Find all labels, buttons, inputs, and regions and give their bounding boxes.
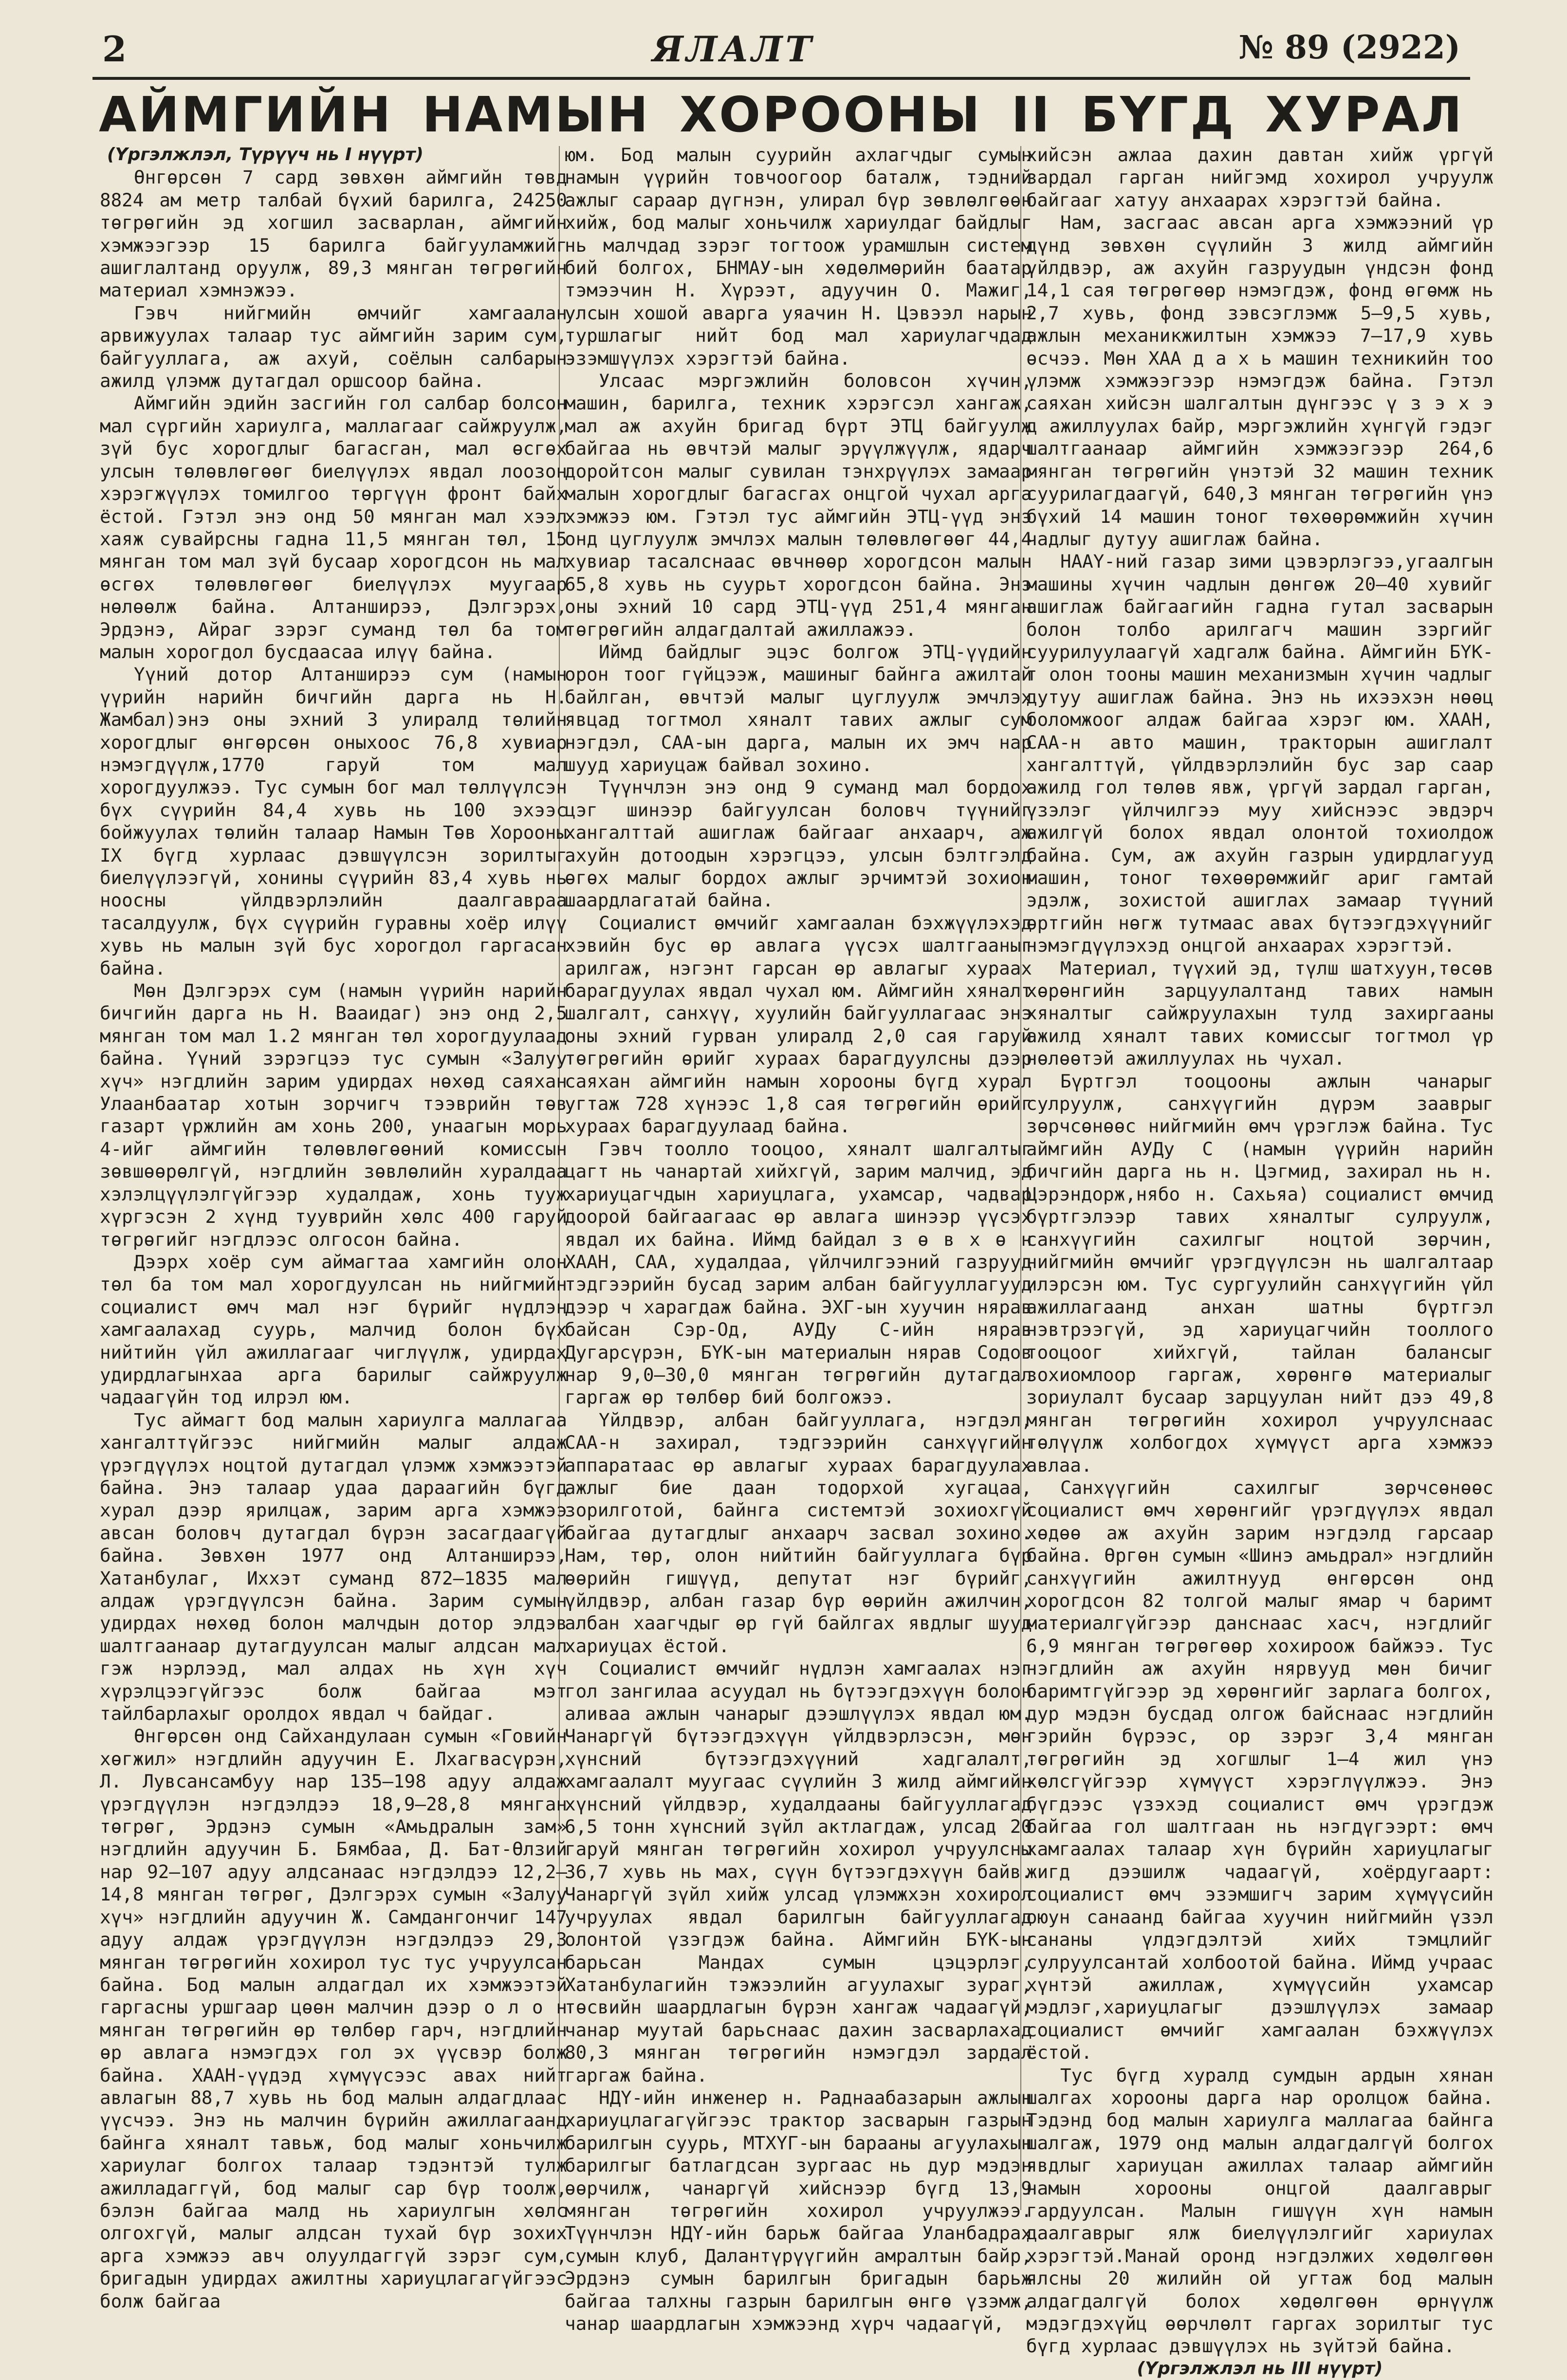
paragraph: Улсаас мэргэжлийн боловсон хүчин, машин, барилга, техник хэрэгсэл хангаж, мал аж ахуйн бригад бүрт ЭТЦ байгуулж байгаа нь өвчтэй малыг эрүүлжүүлж, ядарч доройтсон малыг сувилан тэнхрүүлэх замаар малын хорогдлыг багасгах онцгой чухал арга хэмжээ юм. Гэтэл тус аймгийн ЭТЦ-үүд энэ онд цуглуулж эмчлэх малын төлөвлөгөөг 44,4 хувиар тасалснаас өвчнөөр хорогдсон малын 65,8 хувь нь суурьт хорогдсон байна. Энэ оны эхний 10 сард ЭТЦ-үүд 251,4 мянган төгрөгийн алдагдалтай ажиллажээ. (565, 370, 1032, 640)
paragraph: Өнгөрсөн онд Сайхандулаан сумын «Говийн хөгжил» нэгдлийн адуучин Е. Лхагвасүрэн, Л. Лувсансамбуу нар 135—198 адуу алдаж үрэгдүүлэн нэгдэлдээ 18,9—28,8 мянган төгрөг, Эрдэнэ сумын «Амьдралын зам» нэгдлийн адуучин Б. Бямбаа, Д. Бат-Өлзий нар 92—107 адуу алдсанаас нэгдэлдээ 12,2—14,8 мянган төгрөг, Дэлгэрэх сумын «Залуу хүч» нэгдлийн адуучин Ж. Самдангончиг 147 адуу алдаж үрэгдүүлэн нэгдэлдээ 29,3 мянган төгрөгийн хохирол тус тус учруулсан байна. Бод малын алдагдал их хэмжээтэй гаргасны уршгаар цөөн малчин дээр о л о н мянган төгрөгийн өр төлбөр гарч, нэгдлийн өр авлага нэмэгдэх гол эх үүсвэр болж байна. ХААН-үүдэд хүмүүсээс авах нийт авлагын 88,7 хувь нь бод малын алдагдлаас үүсчээ. Энэ нь малчин бүрийн ажиллагаанд байнга хяналт тавьж, бод малыг хоньчилж хариулаг болгох талаар тэдэнтэй тулж ажилладаггүй, бод малыг сар бүр тоолж, бэлэн байгаа малд нь хариулгын хөлс олгохгүй, малыг алдсан тухай бүр зохих арга хэмжээ авч олуулдаггүй зэрэг сум, бригадын удирдах ажилтны хариуцлагагүйгээс болж байгаа (100, 1725, 567, 2312)
masthead-rule (92, 77, 1470, 80)
paragraph: Материал, түүхий эд, түлш шатхуун,төсөв хөрөнгийн зарцуулалтанд тавих намын хяналтыг сайжруулахын тулд захиргааны ажилд хяналт тавих комиссыг тогтмол үр нөлөөтэй ажиллуулах нь чухал. (1026, 957, 1493, 1070)
paragraph: хийсэн ажлаа дахин давтан хийж үргүй зардал гарган нийгэмд хохирол учруулж байгааг хатуу анхаарах хэрэгтэй байна. (1026, 144, 1493, 211)
masthead (92, 28, 1470, 77)
paragraph: Нам, засгаас авсан арга хэмжээний үр дүнд зөвхөн сүүлийн 3 жилд аймгийн үйлдвэр, аж ахуйн газруудын үндсэн фонд 14,1 сая төгрөгөөр нэмэгдэж, фонд өгөмж нь 2,7 хувь, фонд зэвсэглэмж 5—9,5 хувь, ажлын механикжилтын хэмжээ 7—17,9 хувь өсчээ. Мөн ХАА д а х ь машин техникийн тоо үлэмж хэмжээгээр нэмэгдэж байна. Гэтэл саяхан хийсэн шалгалтын дүнгээс ү з э х э д ажиллуулах байр, мэргэжлийн хүнгүй гэдэг шалтгаанаар аймгийн хэмжээгээр 264,6 мянган төгрөгийн үнэтэй 32 машин техник суурилагдаагүй, 640,3 мянган төгрөгийн үнэ бүхий 14 машин тоног төхөөрөмжийн хүчин чадлыг дутуу ашиглаж байна. (1026, 212, 1493, 550)
paragraph: Санхүүгийн сахилгыг зөрчсөнөөс социалист өмч хөрөнгийг үрэгдүүлэх явдал хөдөө аж ахуйн зарим нэгдэлд гарсаар байна. Өргөн сумын «Шинэ амьдрал» нэгдлийн санхүүгийн ажилтнууд өнгөрсөн онд хорогдсон 82 толгой малыг ямар ч баримт материалгүйгээр данснаас хасч, нэгдлийг 6,9 мянган төгрөгөөр хохироож байжээ. Тус нэгдлийн аж ахуйн нярвууд мөн бичиг баримтгүйгээр эд хөрөнгийг зарлага болгох, дур мэдэн бусдад олгож байснаас нэгдлийн гэрийн бүрээс, ор зэрэг 3,4 мянган төгрөгийн эд хогшлыг 1—4 жил үнэ хөлсгүйгээр хүмүүст хэрэглүүлжээ. Энэ бүгдээс үзэхэд социалист өмч үрэгдэж байгаа гол шалтгаан нь нэгдүгээрт: өмч хамгаалах талаар хүн бүрийн хариуцлагыг жигд дээшилж чадаагүй, хоёрдугаарт: социалист өмч эзэмшигч зарим хүмүүсийн оюун санаанд байгаа хуучин нийгмийн үзэл сананы үлдэгдэлтэй хийх тэмцлийг сулруулсантай холбоотой байна. Иймд учраас хүнтэй ажиллаж, хүмүүсийн ухамсар мэдлэг,хариуцлагыг дээшлүүлэх замаар социалист өмчийг хамгаалан бэхжүүлэх ёстой. (1026, 1476, 1493, 2064)
paragraph: Үүний дотор Алтанширээ сум (намын үүрийн нарийн бичгийн дарга нь Н. Жамбал)энэ оны эхний 3 улиралд төлийн хорогдлыг өнгөрсөн оныхоос 76,8 хувиар нэмэгдүүлж,1770 гаруй том мал хорогдуулжээ. Тус сумын бог мал төллүүлсэн бүх сүүрийн 84,4 хувь нь 100 эхээс бойжуулах төлийн талаар Намын Төв Хорооны IX бүгд хурлаас дэвшүүлсэн зорилтыг биелүүлээгүй, хонины сүүрийн 83,4 хувь нь ноосны үйлдвэрлэлийн даалгавраа тасалдуулж, бүх сүүрийн гуравны хоёр илүү хувь нь малын зүй бус хорогдол гаргасан байна. (100, 664, 567, 979)
paragraph: Бүртгэл тооцооны ажлын чанарыг сулруулж, санхүүгийн дүрэм зааврыг зөрчсөнөөс нийгмийн өмч үрэглэж байна. Тус аймгийн АУДу С (намын үүрийн нарийн бичгийн дарга нь н. Цэгмид, захирал нь н. Цэрэндорж,нябо н. Сахьяа) социалист өмчид бүртгэлээр тавих хяналтыг сулруулж, санхүүгийн сахилгыг ноцтой зөрчин, нийгмийн өмчийг үрэгдүүлсэн нь шалгалтаар илэрсэн юм. Тус сургуулийн санхүүгийн үйл ажиллагаанд анхан шатны бүртгэл нэвтрээгүй, эд хариуцагчийн тооллого тооцоог хийхгүй, тайлан балансыг зохиомлоор гаргаж, хөрөнгө материалыг зориулалт бусаар зарцуулан нийт дээ 49,8 мянган төгрөгийн хохирол учруулснаас төлүүлж холбогдох хүмүүст арга хэмжээ авлаа. (1026, 1070, 1493, 1476)
article-column-3 (1026, 144, 1493, 2379)
continued-from-note: (Үргэлжлэл, Түрүүч нь I нүүрт) (107, 145, 424, 165)
article-column-2 (565, 144, 1032, 2334)
paragraph: Мөн Дэлгэрэх сум (намын үүрийн нарийн бичгийн дарга нь Н. Вааидаг) энэ онд 2,5 мянган том мал 1.2 мянган төл хорогдуулаад байна. Үүний зэрэгцээ тус сумын «Залуу хүч» нэгдлийн зарим удирдах нөхөд саяхан Улаанбаатар хотын зорчигч тээврийн төв газарт үржлийн ам хонь 200, унаагын морь 4-ийг аймгийн төлөвлөгөөний комиссын зөвшөөрөлгүй, нэгдлийн зөвлөлийн хуралдаа хэлэлцүүлэлгүйгээр худалдаж, хонь тууж хүргэсэн 2 хүнд тууврийн хөлс 400 гаруй төгрөгийг нэгдлээс олгосон байна. (100, 980, 567, 1250)
paragraph: юм. Бод малын суурийн ахлагчдыг сумын намын үүрийн товчоогоор баталж, тэдний ажлыг сараар дүгнэн, улирал бүр зөвлөлгөөн хийж, бод малыг хоньчилж хариулдаг байдлыг нь малчдад зэрэг тогтоож урамшлын систем бий болгох, БНМАУ-ын хөдөлмөрийн баатар тэмээчин Н. Хүрээт, адуучин О. Мажиг, улсын хошой аварга уяачин Н. Цэвээл нарын туршлагыг нийт бод мал хариулагчдад эзэмшүүлэх хэрэгтэй байна. (565, 144, 1032, 369)
page-number: 2 (102, 28, 127, 70)
paragraph: Аймгийн эдийн засгийн гол салбар болсон мал сүргийн хариулга, маллагааг сайжруулж, зүй бус хорогдлыг багасган, мал өсгөх улсын төлөвлөгөөг биелүүлэх явдал лоозон хэрэгжүүлэх томилгоо төргүүн фронт байх ёстой. Гэтэл энэ онд 50 мянган мал хээл хаяж сувайрсны гадна 11,5 мянган төл, 15 мянган том мал зүй бусаар хорогдсон нь мал өсгөх төлөвлөгөөг биелүүлэх муугаар нөлөөлж байна. Алтанширээ, Дэлгэрэх, Эрдэнэ, Айраг зэрэг суманд төл ба том малын хорогдол бусдаасаа илүү байна. (100, 392, 567, 663)
paragraph: Гэвч тоолло тооцоо, хяналт шалгалтыг цагт нь чанартай хийхгүй, зарим малчид, эд хариуцагчдын хариуцлага, ухамсар, чадвар доорой байгаагаас өр авлага шинээр үүсэх явдал их байна. Иймд байдал з ө в х ө н ХААН, САА, худалдаа, үйлчилгээний газрууд тэдгээрийн бусад зарим албан байгууллагууд дээр ч харагдаж байна. ЭХГ-ын хуучин нярав байсан Сэр-Од, АУДу С-ийн нярав Дугарсүрэн, БҮК-ын материалын нярав Содов нар 9,0—30,0 мянган төгрөгийн дутагдал гаргаж өр төлбөр бий болгожээ. (565, 1138, 1032, 1408)
paragraph: Түүнчлэн энэ онд 9 суманд мал бордох цэг шинээр байгуулсан боловч түүнийг хангалттай ашиглаж байгааг анхаарч, аж ахуйн дотоодын хэрэгцээ, улсын бэлтгэлд өгөх малыг бордох ажлыг эрчимтэй зохион шаардлагатай байна. (565, 776, 1032, 911)
paragraph: Социалист өмчийг нүдлэн хамгаалах нэг гол зангилаа асуудал нь бүтээгдэхүүн болон аливаа ажлын чанарыг дээшлүүлэх явдал юм. Чанаргүй бүтээгдэхүүн үйлдвэрлэсэн, мөн хүнсний бүтээгдэхүүний хадгалалт, хамгаалалт муугаас сүүлийн 3 жилд аймгийн хүнсний үйлдвэр, худалдааны байгууллагад 6,5 тонн хүнсний зүйл актлагдаж, улсад 20 гаруй мянган төгрөгийн хохирол учруулсны 36,7 хувь нь мах, сүүн бүтээгдэхүүн байв. Чанаргүй зүйл хийж улсад үлэмжхэн хохирол учруулах явдал барилгын байгууллагад олонтой үзэгдэж байна. Аймгийн БҮК-ын барьсан Мандах сумын цэцэрлэг, Хатанбулагийн тэжээлийн агуулахыг зураг, төсвийн шаардлагын бүрэн хангаж чадаагүй, чанар муутай барьснаас дахин засварлахад 80,3 мянган төгрөгийн нэмэгдэл зардал гаргаж байна. (565, 1658, 1032, 2086)
paragraph: Үйлдвэр, албан байгууллага, нэгдэл, САА-н захирал, тэдгээрийн санхүүгийн аппаратаас өр авлагыг хураах барагдуулах ажлыг бие даан тодорхой хугацаа, зорилготой, байнга системтэй зохиохгүй байгаа дутагдлыг анхаарч засвал зохино. Нам, төр, олон нийтийн байгууллага бүр өөрийн гишүүд, депутат нэг бүрийг, үйлдвэр, албан газар бүр өөрийн ажилчин, албан хаагчдыг өр гүй байлгах явдлыг шууд хариуцах ёстой. (565, 1409, 1032, 1657)
paragraph: Социалист өмчийг хамгаалан бэхжүүлэхэд хэвийн бус өр авлага үүсэх шалтгааныг арилгаж, нэгэнт гарсан өр авлагыг хураах барагдуулах явдал чухал юм. Аймгийн хяналт шалгалт, санхүү, хуулийн байгууллагаас энэ оны эхний гурван улиралд 2,0 сая гаруй төгрөгийн өрийг хураах барагдуулсны дээр саяхан аймгийн намын хорооны бүгд хурал угтаж 728 хүнээс 1,8 сая төгрөгийн өрийг хураах барагдуулаад байна. (565, 912, 1032, 1137)
continued-to-note: (Үргэлжлэл нь III нүүрт) (1137, 2358, 1383, 2379)
newspaper-name: ЯЛАЛТ (652, 28, 815, 70)
issue-number: № 89 (2922) (1238, 28, 1460, 66)
paragraph: Тус бүгд хуралд сумдын ардын хянан шалгах хорооны дарга нар оролцож байна. Тэдэнд бод малын хариулга маллагаа байнга шалгаж, 1979 онд малын алдагдалгүй болгох явдлыг хариуцан ажиллах талаар аймгийн намын хорооны онцгой даалгаврыг гардуулсан. Малын гишүүн хүн намын даалгаврыг ялж биелүүлэлгийг хариулах хэрэгтэй.Манай оронд нэгдэлжих хөдөлгөөн ялсны 20 жилийн ой угтаж бод малын алдагдалгүй болох хөдөлгөөн өрнүүлж мэдэгдэхүйц өөрчлөлт гаргах зорилтыг тус бүгд хурлаас дэвшүүлэх нь зүйтэй байна. (1026, 2064, 1493, 2357)
paragraph: Тус аймагт бод малын хариулга маллагаа хангалттүйгээс нийгмийн малыг алдаж үрэгдүүлэх ноцтой дутагдал үлэмж хэмжээтэй байна. Энэ талаар удаа дараагийн бүгд хурал дээр ярилцаж, зарим арга хэмжээ авсан боловч дутагдал бүрэн засагдаагүй байна. Зөвхөн 1977 онд Алтанширээ, Хатанбулаг, Иххэт суманд 872—1835 мал алдаж үрэгдүүлсэн байна. Зарим сумын удирдах нөхөд болон малчдын дотор элдэв шалтгаанаар дутагдуулсан малыг алдсан мал гэж нэрлээд, мал алдах нь хүн хүч хүрэлцээгүйгээс болж байгаа мэт тайлбарлахыг оролдох явдал ч байдаг. (100, 1409, 567, 1725)
paragraph: Дээрх хоёр сум аймагтаа хамгийн олон төл ба том мал хорогдуулсан нь нийгмийн социалист өмч мал нэг бүрийг нүдлэн хамгаалахад суурь, малчид болон бүх нийтийн үйл ажиллагааг чиглүүлж, удирдах удирдлагынхаа арга барилыг сайжруулж чадаагүйн тод илрэл юм. (100, 1251, 567, 1408)
article-column-1 (100, 144, 567, 2312)
headline: АЙМГИЙН НАМЫН ХОРООНЫ II БҮГД ХУРАЛ (99, 86, 1464, 143)
paragraph: Гэвч нийгмийн өмчийг хамгаалан арвижуулах талаар тус аймгийн зарим сум, байгууллага, аж ахуй, соёлын салбарын ажилд үлэмж дутагдал оршсоор байна. (100, 302, 567, 392)
paragraph: НААҮ-ний газар зими цэвэрлэгээ,угаалгын машины хүчин чадлын дөнгөж 20—40 хувийг ашиглаж байгаагийн гадна гутал засварын болон толбо арилгагч машин зэргийг суурилуулаагүй хадгалж байна. Аймгийн БҮК-т олон тооны машин механизмын хүчин чадлыг дутуу ашиглаж байна. Энэ нь ихээхэн нөөц боломжоог алдаж байгаа хэрэг юм. ХААН, САА-н авто машин, тракторын ашиглалт хангалттүй, үйлдвэрлэлийн бус зар саар ажилд гол төлөв явж, үргүй зардал гарган, үзэлэг үйлчилгээ муу хийснээс эвдэрч ажилгүй болох явдал олонтой тохиолдож байна. Сум, аж ахуйн газрын удирдлагууд машин, тоног төхөөрөмжийг ариг гамтай эдэлж, зохистой ашиглах замаар түүний өртгийн нөгж тутмаас авах бүтээгдэхүүнийг нэмэгдүүлэхэд онцгой анхаарах хэрэгтэй. (1026, 551, 1493, 957)
paragraph: НДҮ-ийн инженер н. Раднаабазарын ажлын хариуцлагагүйгээс трактор засварын газрын барилгын суурь, МТХҮГ-ын барааны агуулахын барилгыг батлагдсан зургаас нь дур мэдэн өөрчилж, чанаргүй хийснээр бүгд 13,9 мянган төгрөгийн хохирол учруулжээ. Түүнчлэн НДҮ-ийн барьж байгаа Уланбадрах сумын клуб, Далантүрүүгийн амралтын байр, Эрдэнэ сумын барилгын бригадын барьж байгаа талхны газрын барилгын өнгө үзэмж, чанар шаардлагын хэмжээнд хүрч чадаагүй, (565, 2086, 1032, 2334)
paragraph: Өнгөрсөн 7 сард зөвхөн аймгийн төвд 8824 ам метр талбай бүхий барилга, 24250 төгрөгийн эд хогшил засварлан, аймгийн хэмжээгээр 15 барилга байгууламжийг ашиглалтанд оруулж, 89,3 мянган төгрөгийн материал хэмнэжээ. (100, 166, 567, 301)
paragraph: Иймд байдлыг эцэс болгож ЭТЦ-үүдийн орон тоог гүйцээж, машиныг байнга ажилтай байлган, өвчтэй малыг цуглуулж эмчлэх явцад тогтмол хяналт тавих ажлыг сум нэгдэл, САА-ын дарга, малын их эмч нар шууд хариуцаж байвал зохино. (565, 641, 1032, 775)
